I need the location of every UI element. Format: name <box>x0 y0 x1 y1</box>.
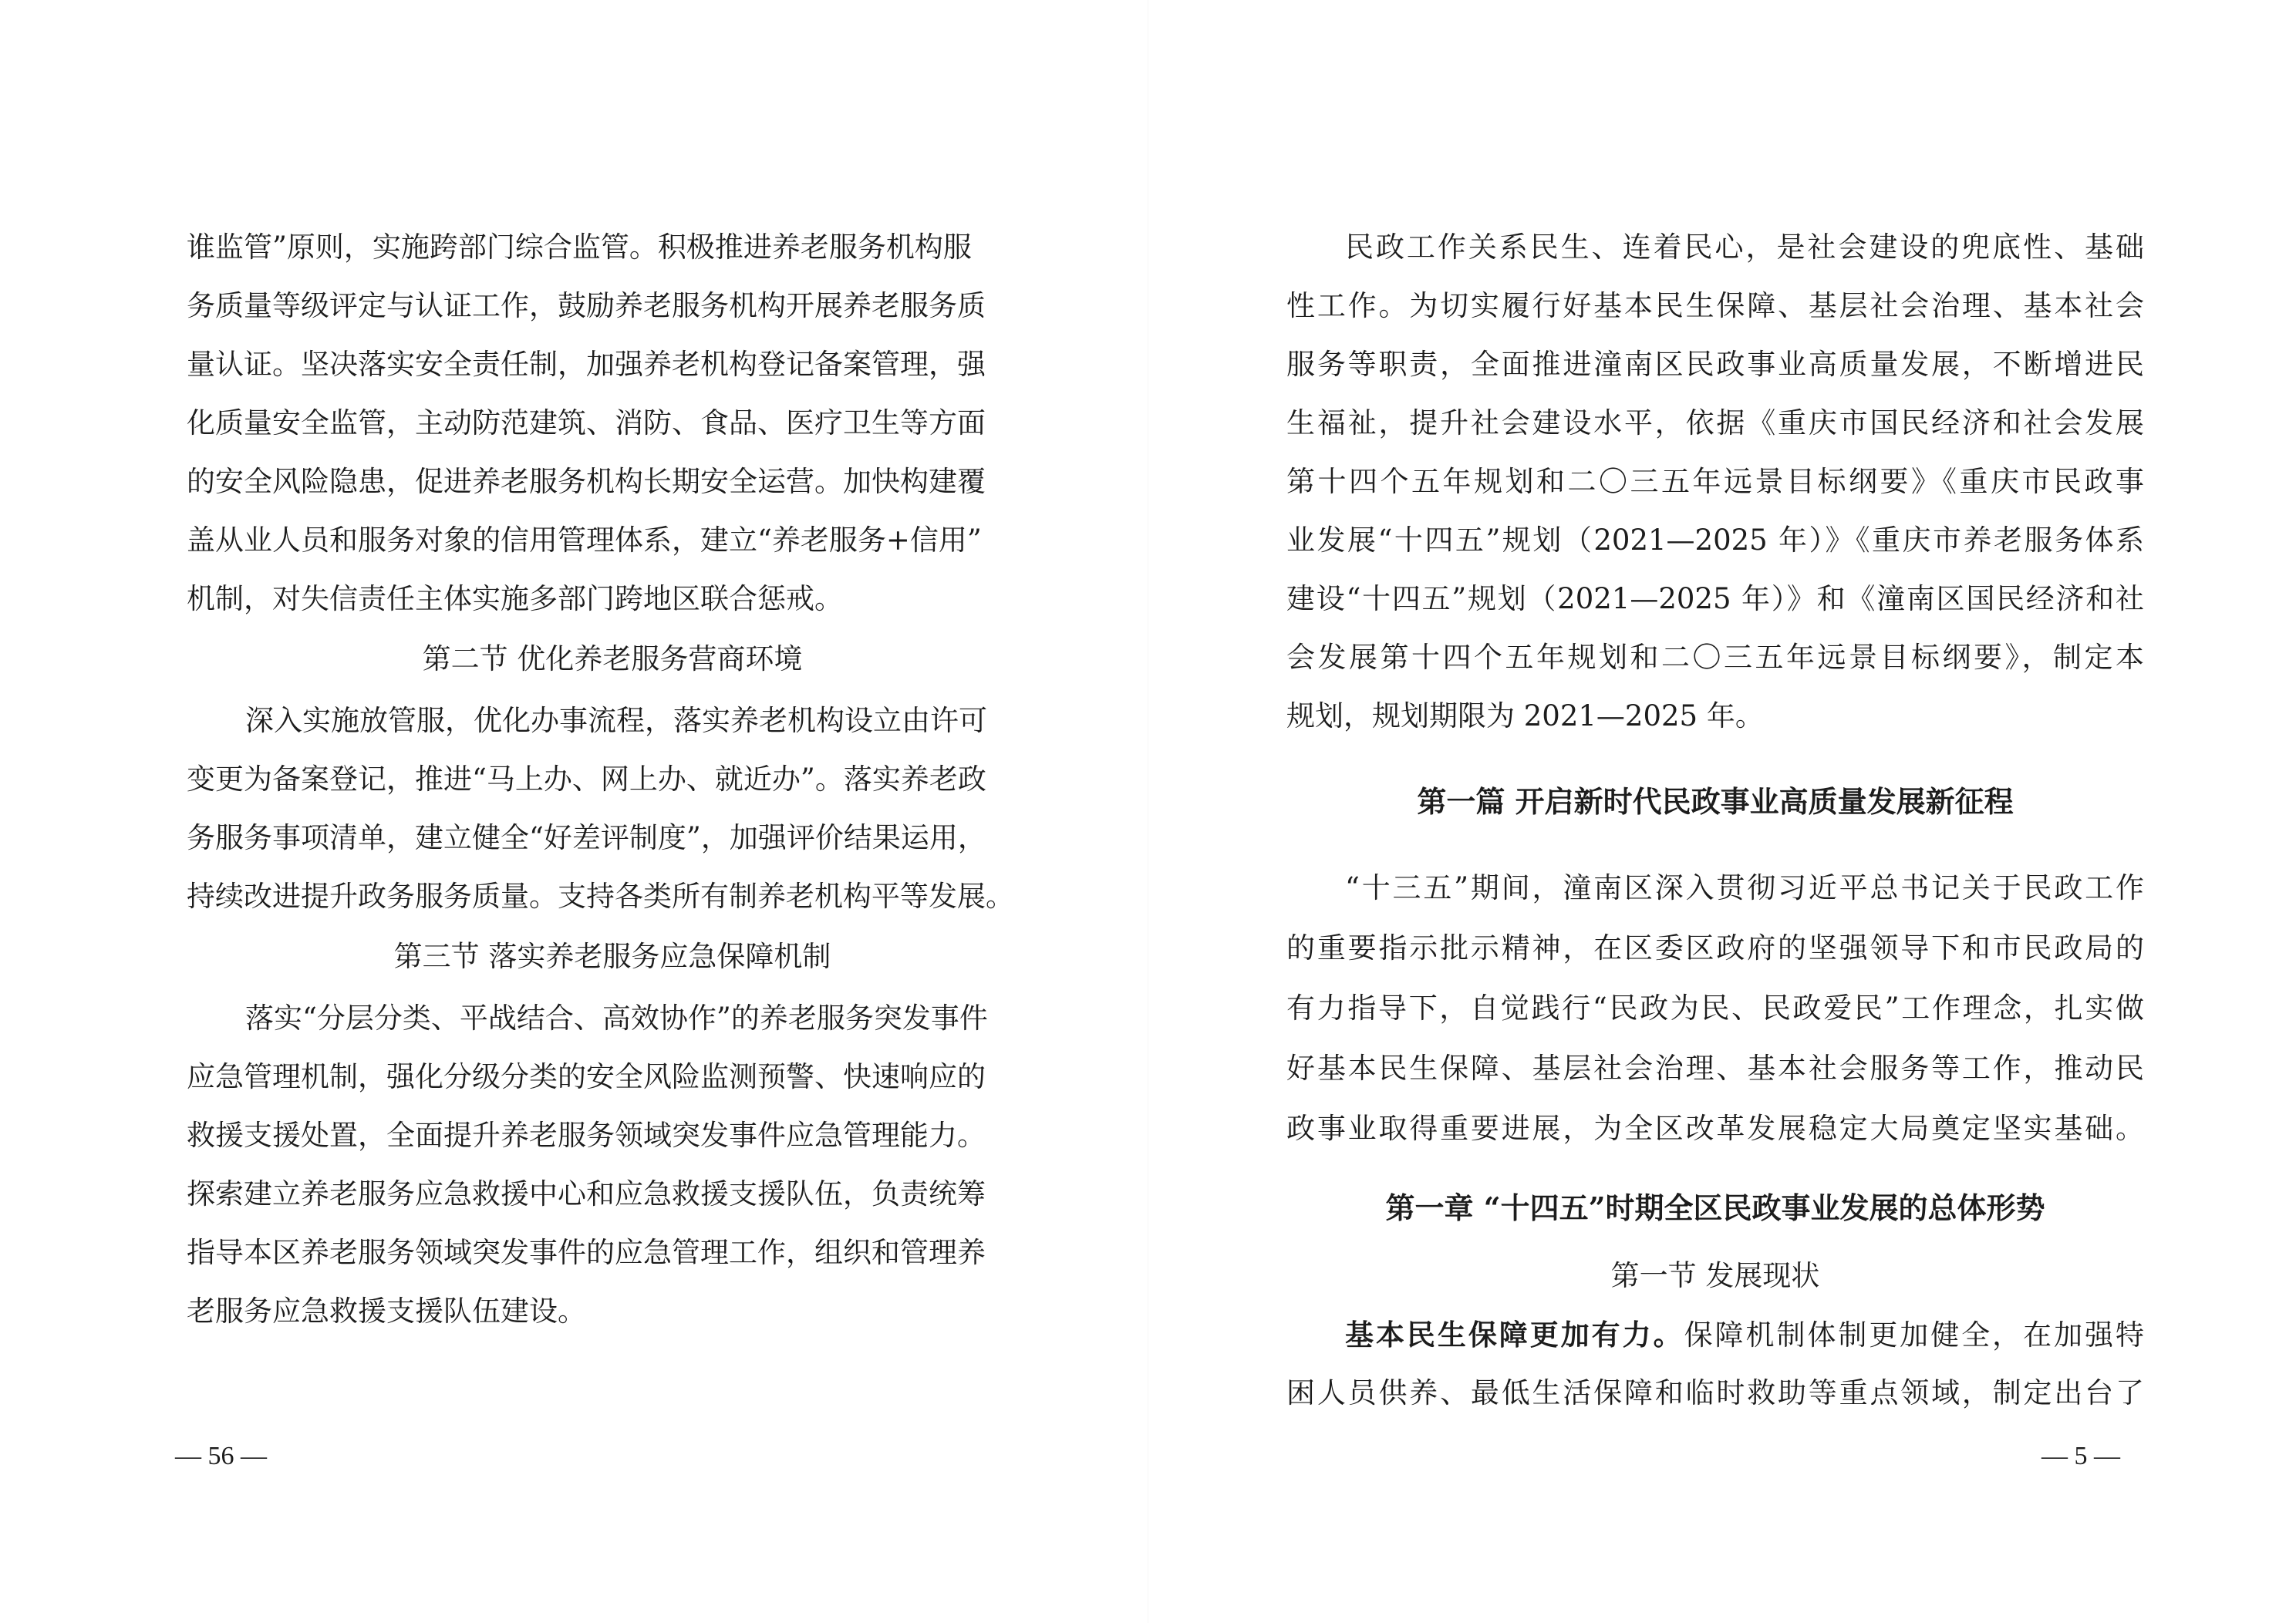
lead-text: 保障机制体制更加健全，在加强特 <box>1684 1318 2144 1352</box>
body-line: 化质量安全监管，主动防范建筑、消防、食品、医疗卫生等方面 <box>187 406 986 439</box>
body-line: 务服务事项清单，建立健全“好差评制度”，加强评价结果运用， <box>187 821 986 854</box>
body-line: 业发展“十四五”规划（2021—2025 年）》《重庆市养老服务体系 <box>1286 524 2144 557</box>
body-line: 好基本民生保障、基层社会治理、基本社会服务等工作，推动民 <box>1286 1052 2144 1085</box>
body-line: 落实“分层分类、平战结合、高效协作”的养老服务突发事件 <box>245 1002 988 1035</box>
page-number: — 5 — <box>2041 1442 2120 1470</box>
body-line: 的安全风险隐患，促进养老服务机构长期安全运营。加快构建覆 <box>187 465 986 498</box>
body-line <box>1286 1305 2144 1364</box>
left-page-body <box>187 218 1038 1341</box>
body-line: 救援支援处置，全面提升养老服务领域突发事件应急管理能力。 <box>187 1119 986 1152</box>
body-line: 老服务应急救援支援队伍建设。 <box>187 1295 586 1328</box>
body-line: 变更为备案登记，推进“马上办、网上办、就近办”。落实养老政 <box>187 763 986 796</box>
section-heading: 第二节 优化养老服务营商环境 <box>422 642 803 675</box>
body-line: 生福祉，提升社会建设水平，依据《重庆市国民经济和社会发展 <box>1286 406 2144 439</box>
section-heading: 第一节 发展现状 <box>1610 1259 1820 1292</box>
body-line: 深入实施放管服，优化办事流程，落实养老机构设立由许可 <box>245 704 987 737</box>
body-line: 困人员供养、最低生活保障和临时救助等重点领域，制定出台了 <box>1286 1376 2144 1409</box>
body-line: 性工作。为切实履行好基本民生保障、基层社会治理、基本社会 <box>1286 289 2144 322</box>
spacer <box>1286 746 2144 763</box>
body-line: 第十四个五年规划和二〇三五年远景目标纲要》《重庆市民政事 <box>1286 465 2144 498</box>
body-line: 会发展第十四个五年规划和二〇三五年远景目标纲要》，制定本 <box>1286 641 2144 674</box>
body-line: 民政工作关系民生、连着民心，是社会建设的兜底性、基础 <box>1345 231 2144 264</box>
body-line: 应急管理机制，强化分级分类的安全风险监测预警、快速响应的 <box>187 1060 986 1093</box>
body-line: 务质量等级评定与认证工作，鼓励养老服务机构开展养老服务质 <box>187 289 986 322</box>
body-line: 的重要指示批示精神，在区委区政府的坚强领导下和市民政局的 <box>1286 931 2144 965</box>
part-heading: 第一篇 开启新时代民政事业高质量发展新征程 <box>1417 784 2014 819</box>
body-line: 盖从业人员和服务对象的信用管理体系，建立“养老服务+信用” <box>187 524 982 557</box>
body-line: 量认证。坚决落实安全责任制，加强养老机构登记备案管理，强 <box>187 348 986 381</box>
section-heading: 第三节 落实养老服务应急保障机制 <box>393 940 831 973</box>
right-page-body <box>1286 218 2144 1423</box>
body-line: 建设“十四五”规划（2021—2025 年）》和《潼南区国民经济和社 <box>1286 582 2144 615</box>
body-line: 服务等职责，全面推进潼南区民政事业高质量发展，不断增进民 <box>1286 348 2144 381</box>
body-line: 谁监管”原则，实施跨部门综合监管。积极推进养老服务机构服 <box>187 231 972 264</box>
body-line: 机制，对失信责任主体实施多部门跨地区联合惩戒。 <box>187 582 843 615</box>
page-number: — 56 — <box>175 1442 267 1470</box>
body-line: 探索建立养老服务应急救援中心和应急救援支援队伍，负责统筹 <box>187 1177 986 1211</box>
body-line: 持续改进提升政务服务质量。支持各类所有制养老机构平等发展。 <box>187 880 1014 913</box>
body-line: 规划，规划期限为 2021—2025 年。 <box>1286 699 1764 732</box>
right-page <box>1148 0 2296 1623</box>
lead-emphasis: 基本民生保障更加有力。 <box>1345 1318 1684 1352</box>
body-line: 有力指导下，自觉践行“民政为民、民政爱民”工作理念，扎实做 <box>1286 992 2144 1025</box>
chapter-heading: 第一章 “十四五”时期全区民政事业发展的总体形势 <box>1385 1190 2045 1225</box>
body-line: 指导本区养老服务领域突发事件的应急管理工作，组织和管理养 <box>187 1236 986 1269</box>
body-line: 政事业取得重要进展，为全区改革发展稳定大局奠定坚实基础。 <box>1286 1112 2144 1145</box>
spacer <box>1286 841 2144 858</box>
body-line: “十三五”期间，潼南区深入贯彻习近平总书记关于民政工作 <box>1345 871 2144 904</box>
